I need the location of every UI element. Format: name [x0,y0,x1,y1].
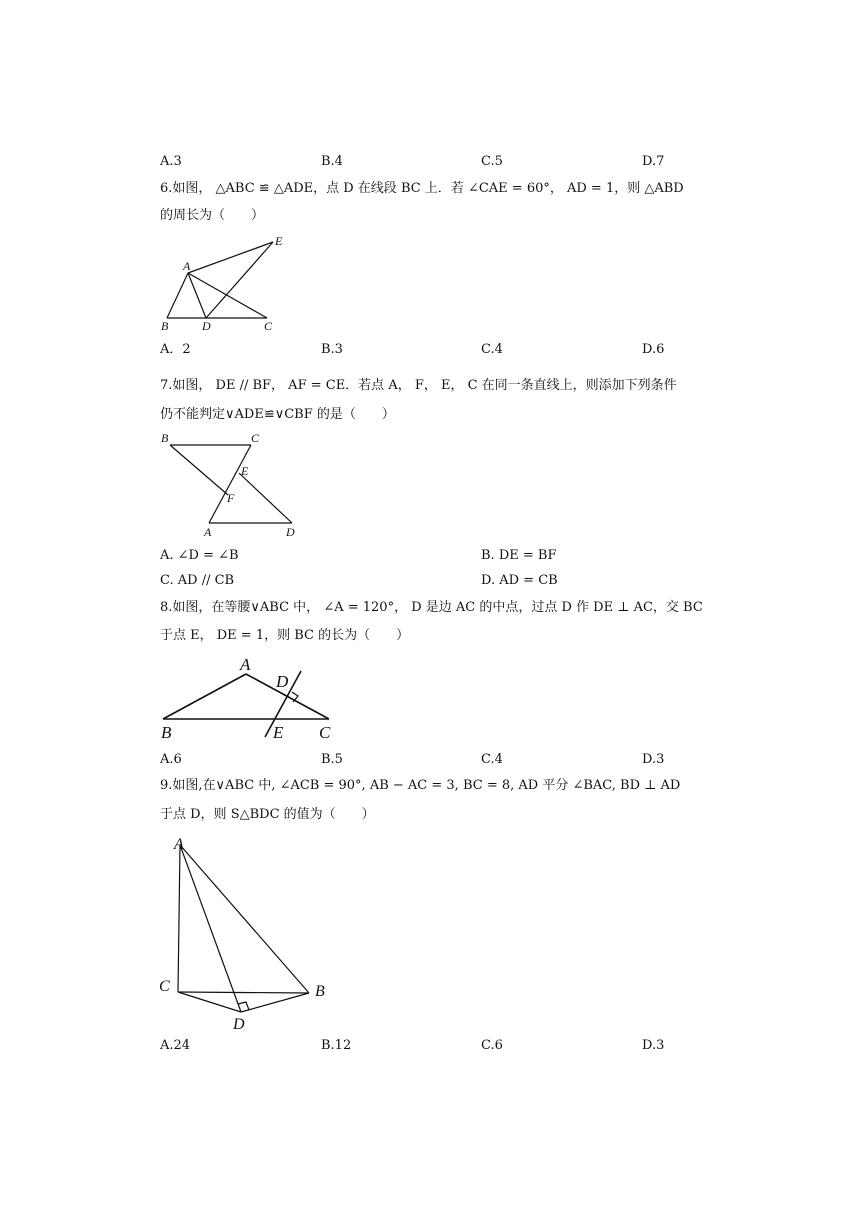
q8-option-d: D.3 [642,752,665,767]
q7-label-d: D [286,525,295,539]
q9-stem-line2: 于点 D，则 S△BDC 的值为（ ） [160,807,375,822]
q7-figure [155,428,305,543]
q8-stem-line1: 8.如图，在等腰∨ABC 中， ∠A = 120°， D 是边 AC 的中点，过点 D 作 DE ⊥ AC，交 BC [160,600,703,615]
q8-label-c: C [319,723,331,742]
q9-segment-cb [178,992,309,993]
q9-segment-ac [178,845,180,992]
q8-option-a: A.6 [160,752,182,767]
q5-option-d: D.7 [642,154,665,169]
q9-label-d: D [233,1016,245,1033]
q6-label-c: C [264,319,273,333]
q8-label-d: D [276,672,289,691]
q7-label-a: A [204,525,212,539]
q9-option-d: D.3 [642,1038,665,1053]
q9-label-b: B [315,983,325,1000]
q6-segment-ad [188,273,206,318]
q6-segment-ae [188,242,273,273]
q7-option-b: B. DE = BF [481,548,557,563]
q8-label-b: B [161,723,172,742]
q7-option-a: A. ∠D = ∠B [160,548,239,563]
q5-option-a: A.3 [160,154,182,169]
q6-option-d: D.6 [642,342,665,357]
q9-option-b: B.12 [321,1038,352,1053]
q6-segment-ab [167,273,188,318]
q9-segment-ab [180,845,309,993]
q6-label-a: A [183,259,191,273]
q8-figure [155,652,345,744]
q6-label-d: D [202,319,211,333]
q7-stem-line2: 仍不能判定∨ADE≌∨CBF 的是（ ） [160,407,395,422]
q6-stem-line1: 6.如图， △ABC ≌ △ADE，点 D 在线段 BC 上．若 ∠CAE = 60°， AD = 1，则 △ABD [160,181,684,196]
q5-option-b: B.4 [321,154,343,169]
q7-option-c: C. AD // CB [160,573,235,588]
q6-segment-ac [188,273,267,318]
q9-stem-line1: 9.如图,在∨ABC 中, ∠ACB = 90°, AB − AC = 3, BC = 8, AD 平分 ∠BAC, BD ⊥ AD [160,778,681,793]
q9-figure [155,832,335,1037]
q7-label-b: B [161,431,169,445]
q9-segment-bd [241,993,309,1012]
q9-segment-cd [178,992,241,1012]
q8-label-a: A [240,655,251,674]
q6-option-b: B.3 [321,342,343,357]
q6-stem-line2: 的周长为（ ） [160,208,265,223]
q8-option-c: C.4 [481,752,503,767]
q7-label-f: F [227,491,235,505]
q7-label-c: C [251,431,260,445]
q5-option-c: C.5 [481,154,503,169]
q9-segment-ad [180,845,241,1012]
q7-segment-ed [239,473,292,523]
q6-label-e: E [275,234,283,248]
q8-segment-ab [163,674,246,719]
q7-label-e: E [241,464,249,478]
q9-label-c: C [159,978,170,995]
q6-figure [155,230,295,335]
q8-stem-line2: 于点 E， DE = 1，则 BC 的长为（ ） [160,628,410,643]
q6-segment-de [206,242,273,318]
q9-option-c: C.6 [481,1038,503,1053]
q6-option-a: A．2 [160,342,191,357]
q8-option-b: B.5 [321,752,343,767]
q9-label-a: A [174,836,184,853]
q8-label-e: E [273,723,284,742]
q9-option-a: A.24 [160,1038,191,1053]
q7-option-d: D. AD = CB [481,573,558,588]
q8-right-angle-mark [292,692,298,702]
q7-segment-bf [170,445,228,495]
q6-option-c: C.4 [481,342,503,357]
q7-stem-line1: 7.如图， DE // BF， AF = CE．若点 A， F， E， C 在同一条直线上，则添加下列条件 [160,378,677,393]
q6-label-b: B [161,319,169,333]
